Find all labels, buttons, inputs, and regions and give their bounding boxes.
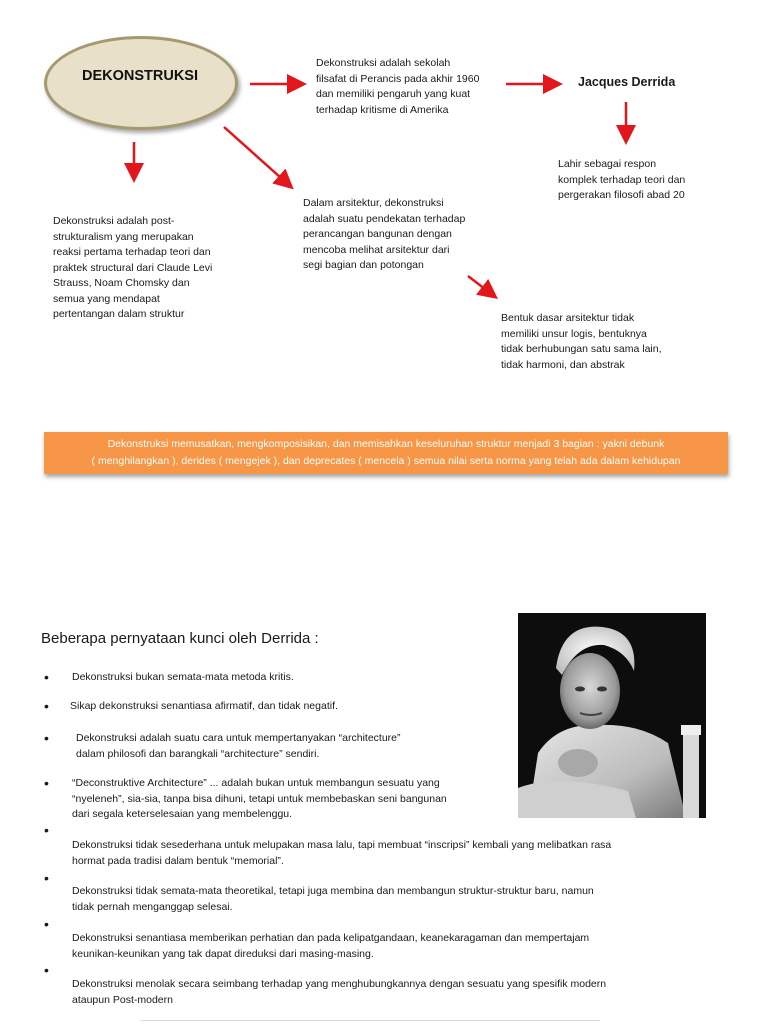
bullet-glyph: • bbox=[44, 870, 49, 886]
summary-banner bbox=[44, 432, 728, 474]
derrida-name: Jacques Derrida bbox=[578, 75, 676, 89]
bullet-glyph: • bbox=[44, 698, 49, 714]
arrow-to-form bbox=[468, 276, 494, 296]
center-node-label: DEKONSTRUKSI bbox=[81, 68, 198, 84]
statement-item: Dekonstruksi bukan semata-mata metoda kritis. bbox=[72, 671, 294, 683]
statement-item: Sikap dekonstruksi senantiasa afirmatif, dan tidak negatif. bbox=[70, 700, 338, 712]
derrida-desc-text: Lahir sebagai respon komplek terhadap teori dan pergerakan filosofi abad 20 bbox=[558, 158, 686, 201]
bullet-glyph: • bbox=[44, 962, 49, 978]
statements-heading: Beberapa pernyataan kunci oleh Derrida : bbox=[41, 630, 319, 647]
statement-item: Dekonstruksi tidak semata-mata theoretikal, tetapi juga membina dan membangun struktur-struktur baru, namun tidak pernah menganggap selesai. bbox=[72, 885, 594, 913]
derrida-portrait-photo bbox=[518, 613, 706, 818]
portrait-illustration bbox=[518, 613, 706, 818]
post-structural-text: Dekonstruksi adalah post- strukturalism yang merupakan reaksi pertama terhadap teori dan praktek structural dari Claude Levi Strauss, Noam Chomsky dan semua yang mendapat pertentangan dalam struktur bbox=[53, 215, 213, 320]
bullet-glyph: • bbox=[44, 775, 49, 791]
statement-item: Dekonstruksi senantiasa memberikan perhatian dan pada kelipatgandaan, keanekaragaman dan mempertajam keunikan-keunikan yang tak dapat direduksi dari masing-masing. bbox=[72, 932, 590, 960]
definition-text: Dekonstruksi adalah sekolah filsafat di Perancis pada akhir 1960 dan memiliki pengaruh yang kuat terhadap kritisme di Amerika bbox=[316, 57, 480, 116]
bullet-glyph: • bbox=[44, 730, 49, 746]
statement-item: Dekonstruksi adalah suatu cara untuk mempertanyakan “architecture” dalam philosofi dan barangkali “architecture” sendiri. bbox=[76, 732, 401, 760]
statement-item: Dekonstruksi tidak sesederhana untuk melupakan masa lalu, tapi membuat “inscripsi” kembali yang melibatkan rasa hormat pada tradisi dalam bentuk “memorial”. bbox=[72, 839, 612, 867]
statement-item: “Deconstruktive Architecture” ... adalah bukan untuk membangun sesuatu yang “nyeleneh”, sia-sia, tanpa bisa dihuni, tetapi untuk membebaskan seni bangunan dari segala keterselesaian yang membelenggu. bbox=[72, 777, 447, 820]
page-bottom-rule bbox=[140, 1020, 600, 1021]
architecture-text: Dalam arsitektur, dekonstruksi adalah suatu pendekatan terhadap perancangan bangunan dengan mencoba melihat arsitektur dari segi bagian dan potongan bbox=[303, 197, 466, 271]
bullet-glyph: • bbox=[44, 822, 49, 838]
banner-text: Dekonstruksi memusatkan, mengkomposisikan, dan memisahkan keseluruhan struktur menjadi 3 bagian : yakni debunk ( menghilangkan ), derides ( mengejek ), dan deprecates ( mencela ) semua nilai serta norma yang telah ada dalam kehidupan bbox=[91, 438, 681, 467]
bullet-glyph: • bbox=[44, 669, 49, 685]
form-text: Bentuk dasar arsitektur tidak memiliki unsur logis, bentuknya tidak berhubungan satu sama lain, tidak harmoni, dan abstrak bbox=[501, 312, 662, 371]
statement-item: Dekonstruksi menolak secara seimbang terhadap yang menghubungkannya dengan sesuatu yang spesifik modern ataupun Post-modern bbox=[72, 978, 607, 1006]
arrow-to-architecture bbox=[224, 127, 290, 186]
bullet-glyph: • bbox=[44, 916, 49, 932]
